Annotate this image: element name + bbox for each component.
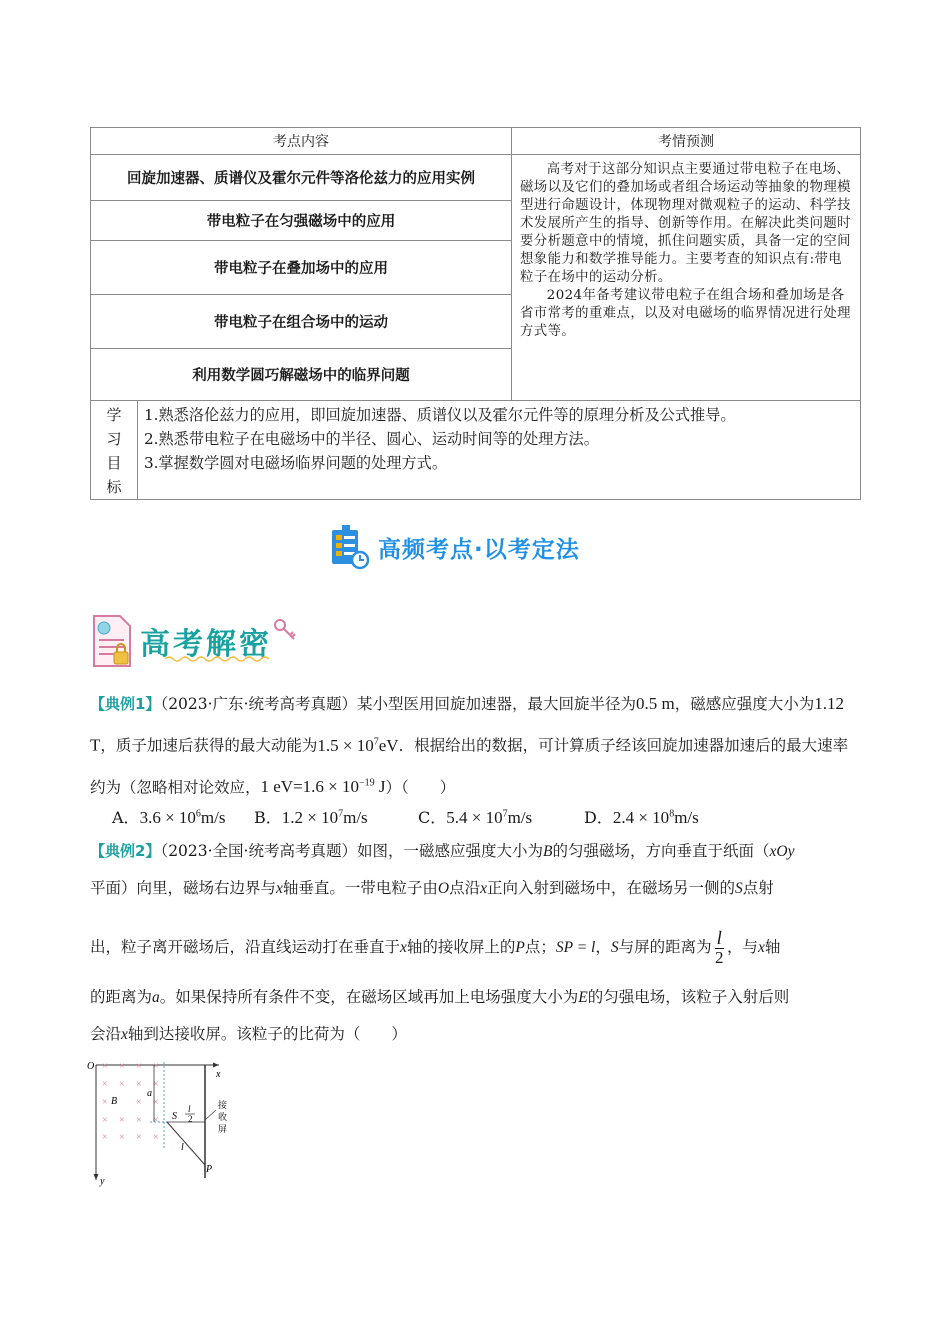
example-source: （2023·广东·统考高考真题） xyxy=(160,695,357,713)
svg-text:×: × xyxy=(119,1079,125,1090)
example-text: 如图，一磁感应强度大小为 xyxy=(357,842,544,860)
equation: SP = l xyxy=(555,939,596,956)
goal-body xyxy=(138,401,861,500)
topic-cell: 利用数学圆巧解磁场中的临界问题 xyxy=(91,349,512,401)
example-line xyxy=(90,833,862,870)
label-origin: O xyxy=(87,1061,95,1072)
header-prediction: 考情预测 xyxy=(512,128,861,155)
badge-title: 高考解密 xyxy=(140,627,272,662)
topic-cell: 带电粒子在组合场中的运动 xyxy=(91,295,512,349)
symbol: O xyxy=(437,880,450,897)
magnetic-field-diagram xyxy=(84,1060,244,1190)
topic-cell: 回旋加速器、质谱仪及霍尔元件等洛伦兹力的应用实例 xyxy=(91,155,512,201)
svg-text:×: × xyxy=(153,1115,159,1126)
particle-path xyxy=(167,1122,205,1165)
symbol: P xyxy=(515,939,525,956)
screen-label-char: 接 xyxy=(218,1101,228,1111)
label-x: x xyxy=(216,1069,221,1080)
math-base: 1.2 × 10 xyxy=(281,808,339,827)
section-banner xyxy=(330,524,580,570)
label-y: y xyxy=(100,1176,105,1187)
symbol: S xyxy=(610,939,619,956)
topic-cell: 带电粒子在匀强磁场中的应用 xyxy=(91,201,512,241)
label-half-denominator: 2 xyxy=(188,1114,193,1124)
option-a[interactable] xyxy=(112,805,254,828)
goal-label-char: 习 xyxy=(106,430,122,448)
example-text: 轴的接收屏上的 xyxy=(406,938,516,956)
svg-text:×: × xyxy=(102,1061,108,1072)
example-text: 的距离为 xyxy=(90,987,153,1006)
math-exponent: 7 xyxy=(373,736,379,747)
topic-cell: 带电粒子在叠加场中的应用 xyxy=(91,241,512,295)
math-unit: m/s xyxy=(343,808,368,827)
math-base: 1.5 × 10 xyxy=(317,735,374,755)
example-text: 轴垂直。一带电粒子由 xyxy=(282,879,438,897)
option-label: B． xyxy=(254,808,282,827)
prediction-paragraph: 高考对于这部分知识点主要通过带电粒子在电场、磁场以及它们的叠加场或者组合场运动等抽象的物理模型进行命题设计，体现物理对微观粒子的运动、科学技术发展所产生的指导、创新等作用。在解决此类问题时要分析题意中的情境，抓住问题实质，具备一定的空间想象能力和数学推导能力。主要考查的知识点有:带电粒子在场中的运动分析。 xyxy=(520,162,851,285)
option-value xyxy=(140,808,226,827)
fraction-numerator: l xyxy=(716,927,722,949)
symbol: x xyxy=(121,1025,128,1043)
math-exponent: 6 xyxy=(195,808,201,820)
key-icon xyxy=(272,617,298,643)
goal-label-char: 标 xyxy=(106,478,122,496)
label-half-numerator: l xyxy=(188,1104,191,1114)
math-exponent: 7 xyxy=(502,808,508,820)
svg-text:×: × xyxy=(153,1097,159,1108)
math-value: 0.5 m xyxy=(636,694,675,713)
prediction-paragraph: 2024年备考建议带电粒子在组合场和叠加场是各省市常考的重难点，以及对电磁场的临界情况进行处理方式等。 xyxy=(520,288,851,339)
example-text: 轴到达接收屏。该粒子的比荷为（ ） xyxy=(127,1024,407,1043)
example-text: 。如果保持所有条件不变，在磁场区域再加上电场强度大小为 xyxy=(159,987,579,1006)
example-line xyxy=(90,870,862,907)
svg-text:×: × xyxy=(153,1079,159,1090)
svg-text:×: × xyxy=(136,1079,142,1090)
math-base: 5.4 × 10 xyxy=(446,808,503,827)
math-exponent: 7 xyxy=(338,808,344,820)
math-unit: m/s xyxy=(674,808,699,827)
math-value xyxy=(317,736,398,755)
example-text: ， xyxy=(595,938,611,956)
example-text: ）（ ） xyxy=(385,778,456,797)
math-unit: J xyxy=(378,777,386,797)
math-value: 1.12 T xyxy=(90,694,845,755)
option-label: D． xyxy=(584,808,613,827)
goal-item: 3.掌握数学圆对电磁场临界问题的处理方式。 xyxy=(144,454,448,472)
answer-options xyxy=(112,805,832,828)
example-source: （2023·全国·统考高考真题） xyxy=(160,842,357,860)
svg-text:×: × xyxy=(102,1132,108,1143)
example-text: 的匀强磁场，方向垂直于纸面（ xyxy=(552,842,770,860)
math-base: 2.4 × 10 xyxy=(612,808,670,827)
math-unit: eV xyxy=(378,735,399,755)
banner-title: 高频考点·以考定法 xyxy=(378,536,580,563)
svg-text:×: × xyxy=(102,1097,108,1108)
screen-label xyxy=(218,1099,227,1135)
math-exponent: −19 xyxy=(359,777,375,789)
svg-text:×: × xyxy=(119,1132,125,1143)
example-tag: 【典例2】 xyxy=(90,842,161,860)
goal-label-char: 目 xyxy=(106,454,122,472)
svg-text:×: × xyxy=(153,1132,159,1143)
prediction-cell xyxy=(512,155,861,401)
label-s: S xyxy=(172,1111,177,1122)
example-text: 点； xyxy=(524,938,556,956)
label-a: a xyxy=(147,1088,152,1099)
example-2 xyxy=(90,833,862,1053)
example-tag: 【典例1】 xyxy=(90,695,161,713)
symbol: x xyxy=(480,880,488,897)
option-c[interactable] xyxy=(418,805,584,828)
example-line xyxy=(90,979,862,1016)
example-text: ，质子加速后获得的最大动能为 xyxy=(100,736,318,755)
example-text: 点沿 xyxy=(449,879,481,897)
option-value xyxy=(613,808,699,827)
math-unit: m/s xyxy=(507,808,533,827)
math-unit: m/s xyxy=(200,808,226,827)
symbol: B xyxy=(543,843,553,860)
option-value xyxy=(282,808,368,827)
y-axis-arrow xyxy=(94,1174,99,1180)
symbol: x xyxy=(276,880,283,897)
example-line xyxy=(90,1016,862,1053)
goal-item: 2.熟悉带电粒子在电磁场中的半径、圆心、运动时间等的处理方法。 xyxy=(144,430,599,448)
option-b[interactable] xyxy=(254,805,418,828)
option-value xyxy=(446,808,532,827)
math-value xyxy=(261,777,386,796)
svg-text:×: × xyxy=(136,1115,142,1126)
screen-label-char: 收 xyxy=(218,1113,228,1123)
label-l: l xyxy=(181,1142,184,1153)
example-text: ，与 xyxy=(726,938,758,956)
symbol: S xyxy=(735,880,743,897)
exam-document-icon xyxy=(90,612,134,670)
example-text: 轴 xyxy=(764,938,781,956)
example-text: ．根据给出的数据，可计算质子经该回旋加速器加速后的最大速率约为（忽略相对论效应， xyxy=(90,736,849,797)
svg-text:×: × xyxy=(119,1061,125,1072)
svg-text:×: × xyxy=(136,1132,142,1143)
x-axis-arrow xyxy=(213,1063,219,1068)
symbol: x xyxy=(400,939,407,956)
option-d[interactable] xyxy=(584,805,699,828)
svg-text:×: × xyxy=(136,1097,142,1108)
example-text: ，磁感应强度大小为 xyxy=(674,695,815,713)
svg-text:×: × xyxy=(102,1079,108,1090)
example-line xyxy=(90,929,862,967)
checklist-clock-icon xyxy=(330,524,372,570)
example-text: 出，粒子离开磁场后，沿直线运动打在垂直于 xyxy=(90,938,401,956)
screen-label-char: 屏 xyxy=(218,1125,228,1135)
example-text: 会沿 xyxy=(90,1024,122,1043)
label-p: P xyxy=(206,1164,213,1175)
example-text: 的匀强电场，该粒子入射后则 xyxy=(587,987,790,1006)
example-1 xyxy=(90,685,862,806)
header-topics: 考点内容 xyxy=(91,128,512,155)
math-base: 1 eV=1.6 × 10 xyxy=(260,777,360,797)
wavy-underline xyxy=(165,655,270,663)
fraction-denominator: 2 xyxy=(715,947,724,967)
example-text: 平面）向里，磁场右边界与 xyxy=(90,879,277,897)
screen-pointer xyxy=(205,1110,216,1120)
math-exponent: 8 xyxy=(669,808,675,820)
svg-text:×: × xyxy=(153,1061,159,1072)
overview-table xyxy=(90,127,861,500)
symbol: xOy xyxy=(769,843,795,860)
goal-label xyxy=(91,401,138,500)
svg-text:×: × xyxy=(119,1115,125,1126)
option-label: A． xyxy=(112,808,140,827)
symbol: x xyxy=(757,939,765,956)
example-text: 点射 xyxy=(742,879,774,897)
example-text: 与屏的距离为 xyxy=(618,938,712,956)
svg-text:×: × xyxy=(102,1115,108,1126)
svg-text:×: × xyxy=(136,1061,142,1072)
option-label: C． xyxy=(418,808,447,827)
label-b: B xyxy=(111,1096,118,1107)
example-text: 正向入射到磁场中，在磁场另一侧的 xyxy=(487,879,736,897)
fraction xyxy=(715,927,724,967)
symbol: a xyxy=(152,988,160,1006)
example-text: 某小型医用回旋加速器，最大回旋半径为 xyxy=(357,695,637,713)
symbol: E xyxy=(578,988,588,1006)
goal-item: 1.熟悉洛伦兹力的应用，即回旋加速器、质谱仪以及霍尔元件等的原理分析及公式推导。 xyxy=(144,406,736,424)
math-base: 3.6 × 10 xyxy=(139,808,196,827)
goal-label-char: 学 xyxy=(106,406,122,424)
